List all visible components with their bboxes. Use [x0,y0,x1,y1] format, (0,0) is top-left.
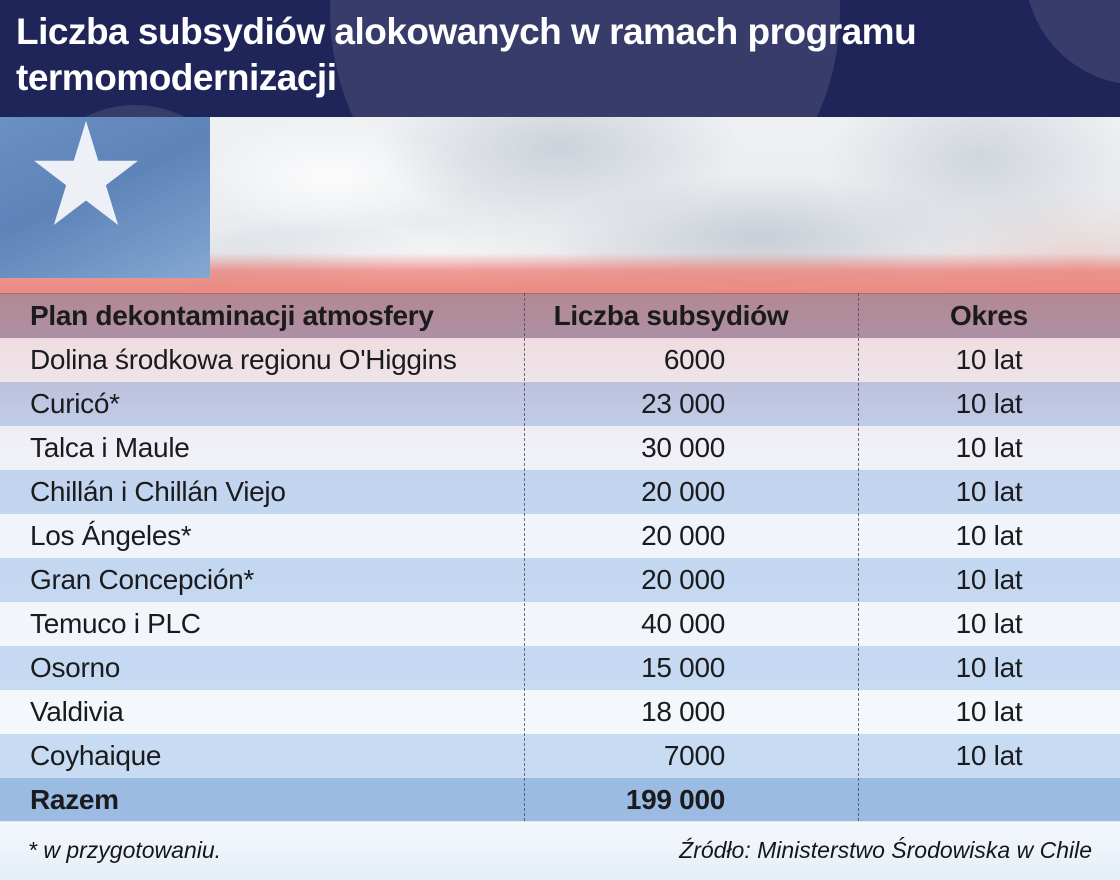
cell-plan: Osorno [30,652,121,683]
table-total-row [0,778,1120,822]
cell-plan: Los Ángeles* [30,520,192,551]
cell-subsidies: 20 000 [641,564,725,595]
cell-period: 10 lat [955,432,1023,463]
table-row [0,514,1120,558]
title-bar [0,0,1120,117]
table-row [0,338,1120,382]
cell-subsidies: 15 000 [641,652,725,683]
cell-period: 10 lat [955,520,1023,551]
table-header-row [0,293,1120,338]
page-title [16,9,916,101]
cell-period: 10 lat [955,696,1023,727]
column-header-subsidies: Liczba subsydiów [553,300,789,331]
column-header-plan: Plan dekontaminacji atmosfery [30,300,434,331]
page-title-line-2: termomodernizacji [16,57,337,98]
table-row [0,646,1120,690]
cell-subsidies: 20 000 [641,476,725,507]
column-header-period: Okres [950,300,1028,331]
table-row [0,382,1120,426]
cell-period: 10 lat [955,564,1023,595]
cell-plan: Talca i Maule [30,432,190,463]
chile-flag-image [0,117,1120,293]
cell-plan: Gran Concepción* [30,564,254,595]
cell-subsidies: 40 000 [641,608,725,639]
cell-subsidies: 20 000 [641,520,725,551]
cell-subsidies: 23 000 [641,388,725,419]
footnote: * w przygotowaniu. [28,837,222,863]
cell-plan: Chillán i Chillán Viejo [30,476,286,507]
footer [0,821,1120,880]
cell-period: 10 lat [955,344,1023,375]
table-row [0,558,1120,602]
cell-plan: Dolina środkowa regionu O'Higgins [30,344,457,375]
cell-plan: Coyhaique [30,740,162,771]
total-subsidies: 199 000 [625,784,725,815]
chile-flag-star-icon [34,121,138,225]
cell-subsidies: 7000 [663,740,725,771]
table-row [0,426,1120,470]
page-title-line-1: Liczba subsydiów alokowanych w ramach programu [16,11,917,52]
source-credit: Źródło: Ministerstwo Środowiska w Chile [679,837,1092,863]
cell-subsidies: 30 000 [641,432,725,463]
cell-period: 10 lat [955,476,1023,507]
cell-plan: Valdivia [30,696,124,727]
logo-watermark-circle [25,105,245,117]
cell-period: 10 lat [955,740,1023,771]
table-row [0,602,1120,646]
cell-plan: Curicó* [30,388,120,419]
chile-flag-canton [0,117,210,278]
cell-plan: Temuco i PLC [30,608,201,639]
cell-subsidies: 6000 [663,344,725,375]
cell-period: 10 lat [955,388,1023,419]
cell-period: 10 lat [955,652,1023,683]
column-divider [858,293,859,821]
total-label: Razem [30,784,119,815]
table-row [0,470,1120,514]
table-row [0,690,1120,734]
column-divider [524,293,525,821]
table-row [0,734,1120,778]
cell-period: 10 lat [955,608,1023,639]
subsidy-table [0,293,1120,880]
logo-watermark-circle [1025,0,1120,85]
cell-subsidies: 18 000 [641,696,725,727]
